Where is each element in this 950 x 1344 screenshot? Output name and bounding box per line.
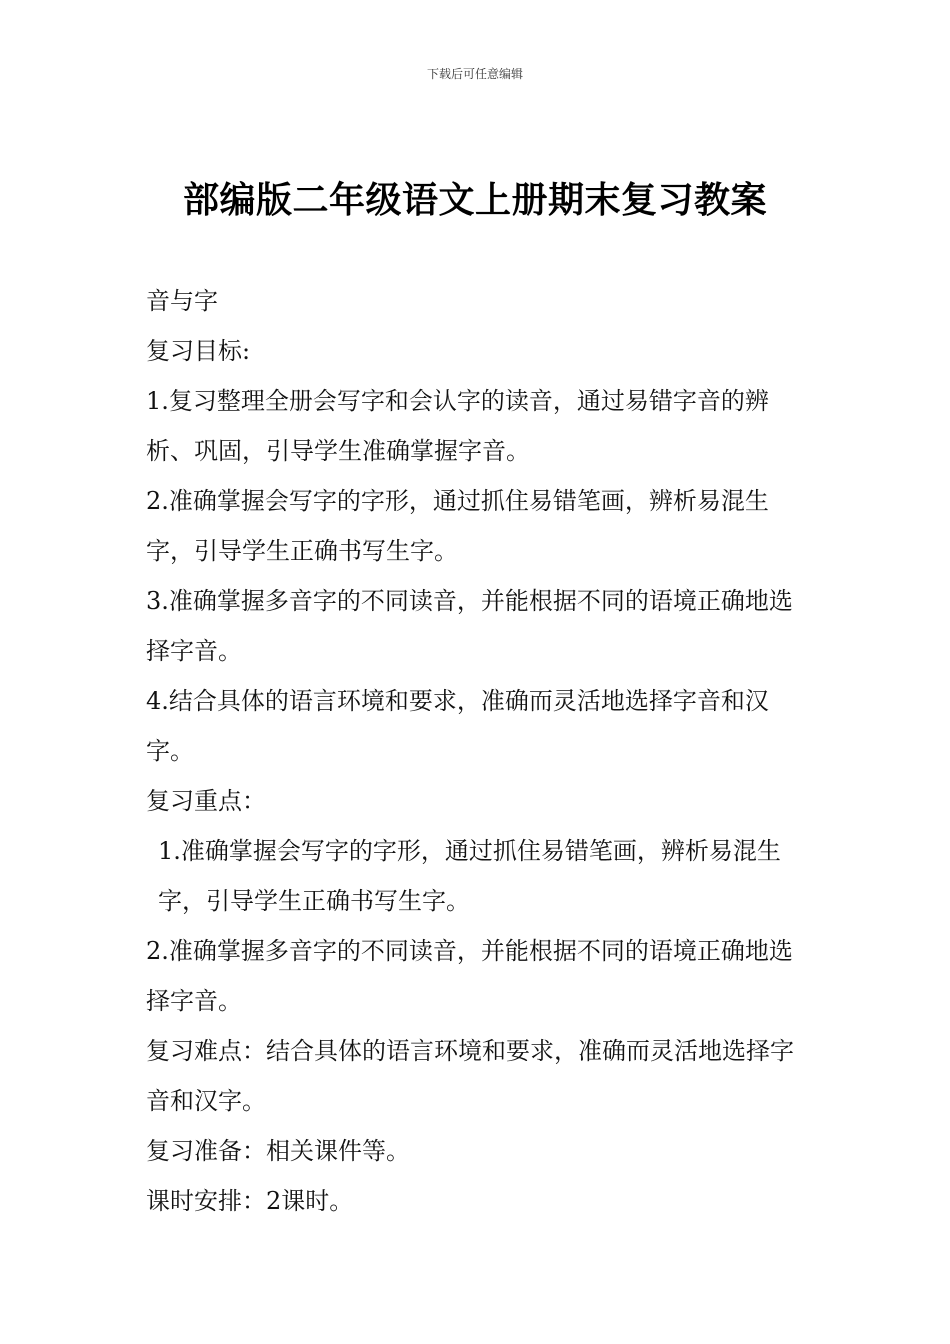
document-title: 部编版二年级语文上册期末复习教案 xyxy=(182,180,767,221)
review-difficulty: 复习难点：结合具体的语言环境和要求，准确而灵活地选择字音和汉字。 xyxy=(146,1037,794,1115)
header-note: 下载后可任意编辑 xyxy=(426,67,523,81)
review-preparation: 复习准备：相关课件等。 xyxy=(146,1137,410,1165)
review-goal-3: 3.准确掌握多音字的不同读音，并能根据不同的语境正确地选择字音。 xyxy=(146,587,793,665)
review-focus-1: 1.准确掌握会写字的字形，通过抓住易错笔画，辨析易混生字，引导学生正确书写生字。 xyxy=(158,837,781,915)
review-goal-1: 1.复习整理全册会写字和会认字的读音，通过易错字音的辨析、巩固，引导学生准确掌握字音。 xyxy=(146,387,769,465)
review-focus-label: 复习重点： xyxy=(146,787,266,815)
review-goals-label: 复习目标: xyxy=(146,337,251,365)
document-body xyxy=(146,276,811,1226)
review-focus-2: 2.准确掌握多音字的不同读音，并能根据不同的语境正确地选择字音。 xyxy=(146,937,793,1015)
review-goal-2: 2.准确掌握会写字的字形，通过抓住易错笔画，辨析易混生字，引导学生正确书写生字。 xyxy=(146,487,769,565)
class-schedule: 课时安排：2课时。 xyxy=(146,1187,354,1215)
section-heading-sound-and-character: 音与字 xyxy=(146,287,218,315)
review-goal-4: 4.结合具体的语言环境和要求，准确而灵活地选择字音和汉字。 xyxy=(146,687,769,765)
